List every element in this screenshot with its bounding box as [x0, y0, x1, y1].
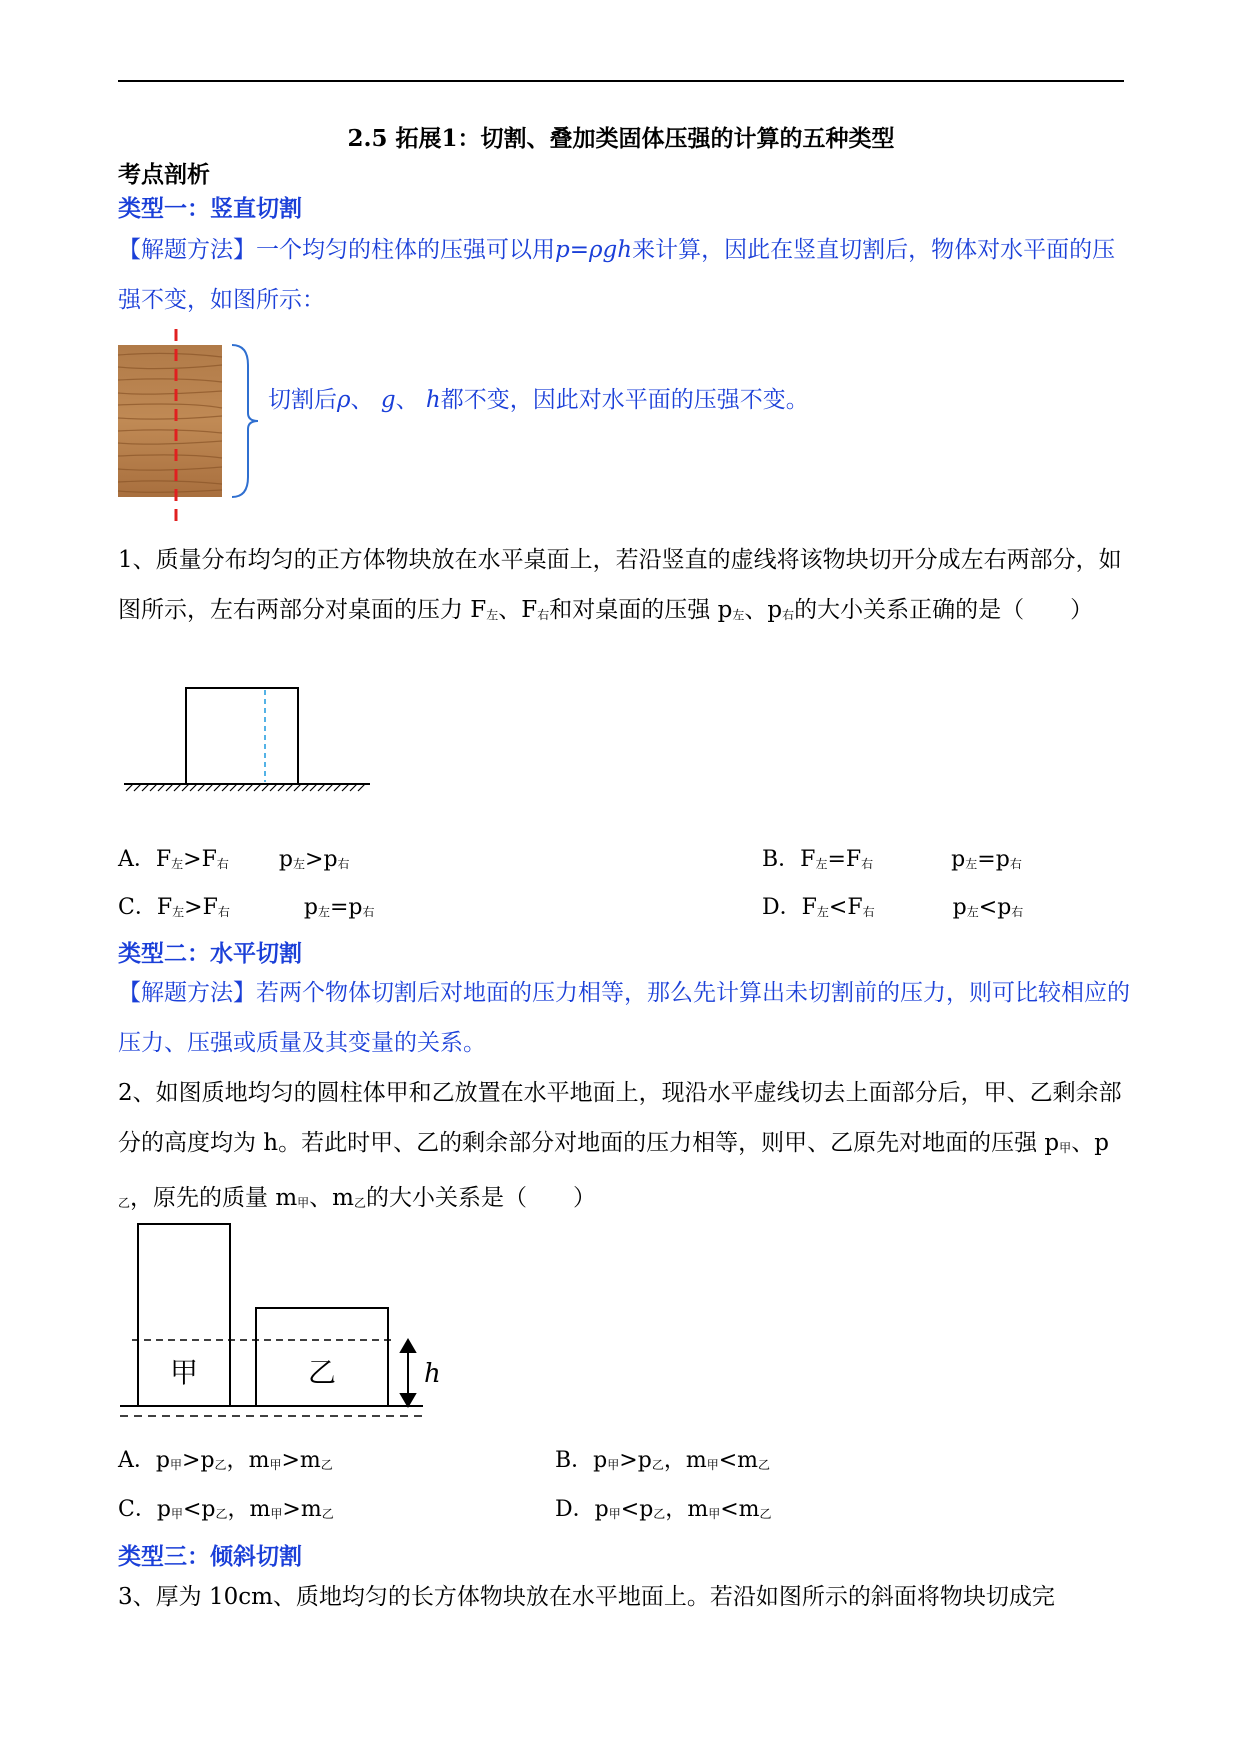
wood-block-figure — [110, 325, 270, 525]
h-arrow — [401, 1340, 415, 1406]
cylinders-figure — [118, 1220, 448, 1430]
q1-text-e: 的大小关系正确的是（ ） — [794, 597, 1094, 623]
sub-right: 右 — [782, 608, 795, 622]
sep-1: 、 — [350, 387, 374, 413]
sub-left: 左 — [486, 608, 499, 622]
brace — [232, 345, 258, 497]
sep-2: 、 — [395, 387, 419, 413]
type2-heading: 类型二：水平切割 — [118, 940, 302, 967]
g-symbol: g — [380, 387, 396, 413]
q1-option-a[interactable]: A．$F_左>F_右$ $p_左>p_右$ — [118, 847, 350, 872]
cube-on-table-figure — [118, 685, 378, 815]
q2-option-a[interactable]: A．$p_甲>p_乙$，$m_甲>m_乙$ — [118, 1448, 333, 1473]
page-title: 2.5 拓展1：切割、叠加类固体压强的计算的五种类型 — [347, 125, 895, 152]
type3-heading: 类型三：倾斜切割 — [118, 1543, 302, 1570]
q2-option-c[interactable]: C．$p_甲<p_乙$，$m_甲>m_乙$ — [118, 1497, 334, 1522]
q1-option-d[interactable]: D．$F_左<F_右$ $p_左<p_右$ — [762, 895, 1024, 920]
q1-option-b[interactable]: B．$F_左=F_右$ $p_左=p_右$ — [762, 847, 1022, 872]
label-jia: 甲 — [169, 1356, 199, 1389]
method-tag: 【解题方法】 — [118, 980, 256, 1006]
question-2-stem: 2、如图质地均匀的圆柱体甲和乙放置在水平地面上，现沿水平虚线切去上面部分后，甲、乙剩余部分的高度均为 h。若此时甲、乙的剩余部分对地面的压力相等，则甲、乙原先对地面的压强 $p_甲$、$p_乙$，原先的质量 $m_甲$、$m_乙$的大小关系是（ ） — [118, 1080, 1122, 1211]
q1-text-c: 和对桌面的压强 p — [549, 597, 733, 623]
method-tag: 【解题方法】 — [118, 237, 256, 263]
section-heading: 考点剖析 — [118, 161, 210, 188]
q1-text-a: 1、质量分布均匀的正方体物块放在水平桌面上，若沿竖直的虚线将该物块切开分成左右两部分，如图所示，左右两部分对桌面的压力 F — [118, 547, 1122, 623]
method-text: 若两个物体切割后对地面的压力相等，那么先计算出未切割前的压力，则可比较相应的压力、压强或质量及其变量的关系。 — [118, 980, 1130, 1056]
figure1-note — [268, 375, 809, 425]
note-a: 切割后 — [268, 387, 337, 413]
formula: p=ρgh — [555, 237, 633, 263]
type1-method — [118, 225, 1130, 325]
cube — [186, 688, 298, 784]
header-rule — [118, 80, 1124, 82]
q1-text-b: 、F — [498, 597, 538, 623]
method-text-a: 一个均匀的柱体的压强可以用 — [256, 237, 555, 263]
q2-option-d[interactable]: D．$p_甲<p_乙$，$m_甲<m_乙$ — [555, 1497, 772, 1522]
type1-heading: 类型一：竖直切割 — [118, 195, 302, 222]
sub-left: 左 — [732, 608, 745, 622]
q1-option-c[interactable]: C．$F_左>F_右$ $p_左=p_右$ — [118, 895, 375, 920]
method-text-b: 来计算，因此在竖直切割后，物体对水平面的压强不变，如图所示： — [118, 237, 1116, 313]
label-yi: 乙 — [307, 1356, 337, 1389]
sub-right: 右 — [537, 608, 550, 622]
q1-text-d: 、p — [744, 597, 783, 623]
q2-option-b[interactable]: B．$p_甲>p_乙$，$m_甲<m_乙$ — [555, 1448, 771, 1473]
question-3-stem: 3、厚为 10cm、质地均匀的长方体物块放在水平地面上。若沿如图所示的斜面将物块切成完 — [118, 1584, 1055, 1610]
question-1-stem — [118, 535, 1130, 640]
type2-method — [118, 968, 1130, 1068]
rho-symbol: ρ — [337, 387, 351, 413]
note-b: 都不变，因此对水平面的压强不变。 — [440, 387, 809, 413]
h-symbol: h — [425, 387, 441, 413]
table-hatching — [126, 784, 365, 791]
label-h: h — [424, 1359, 441, 1389]
